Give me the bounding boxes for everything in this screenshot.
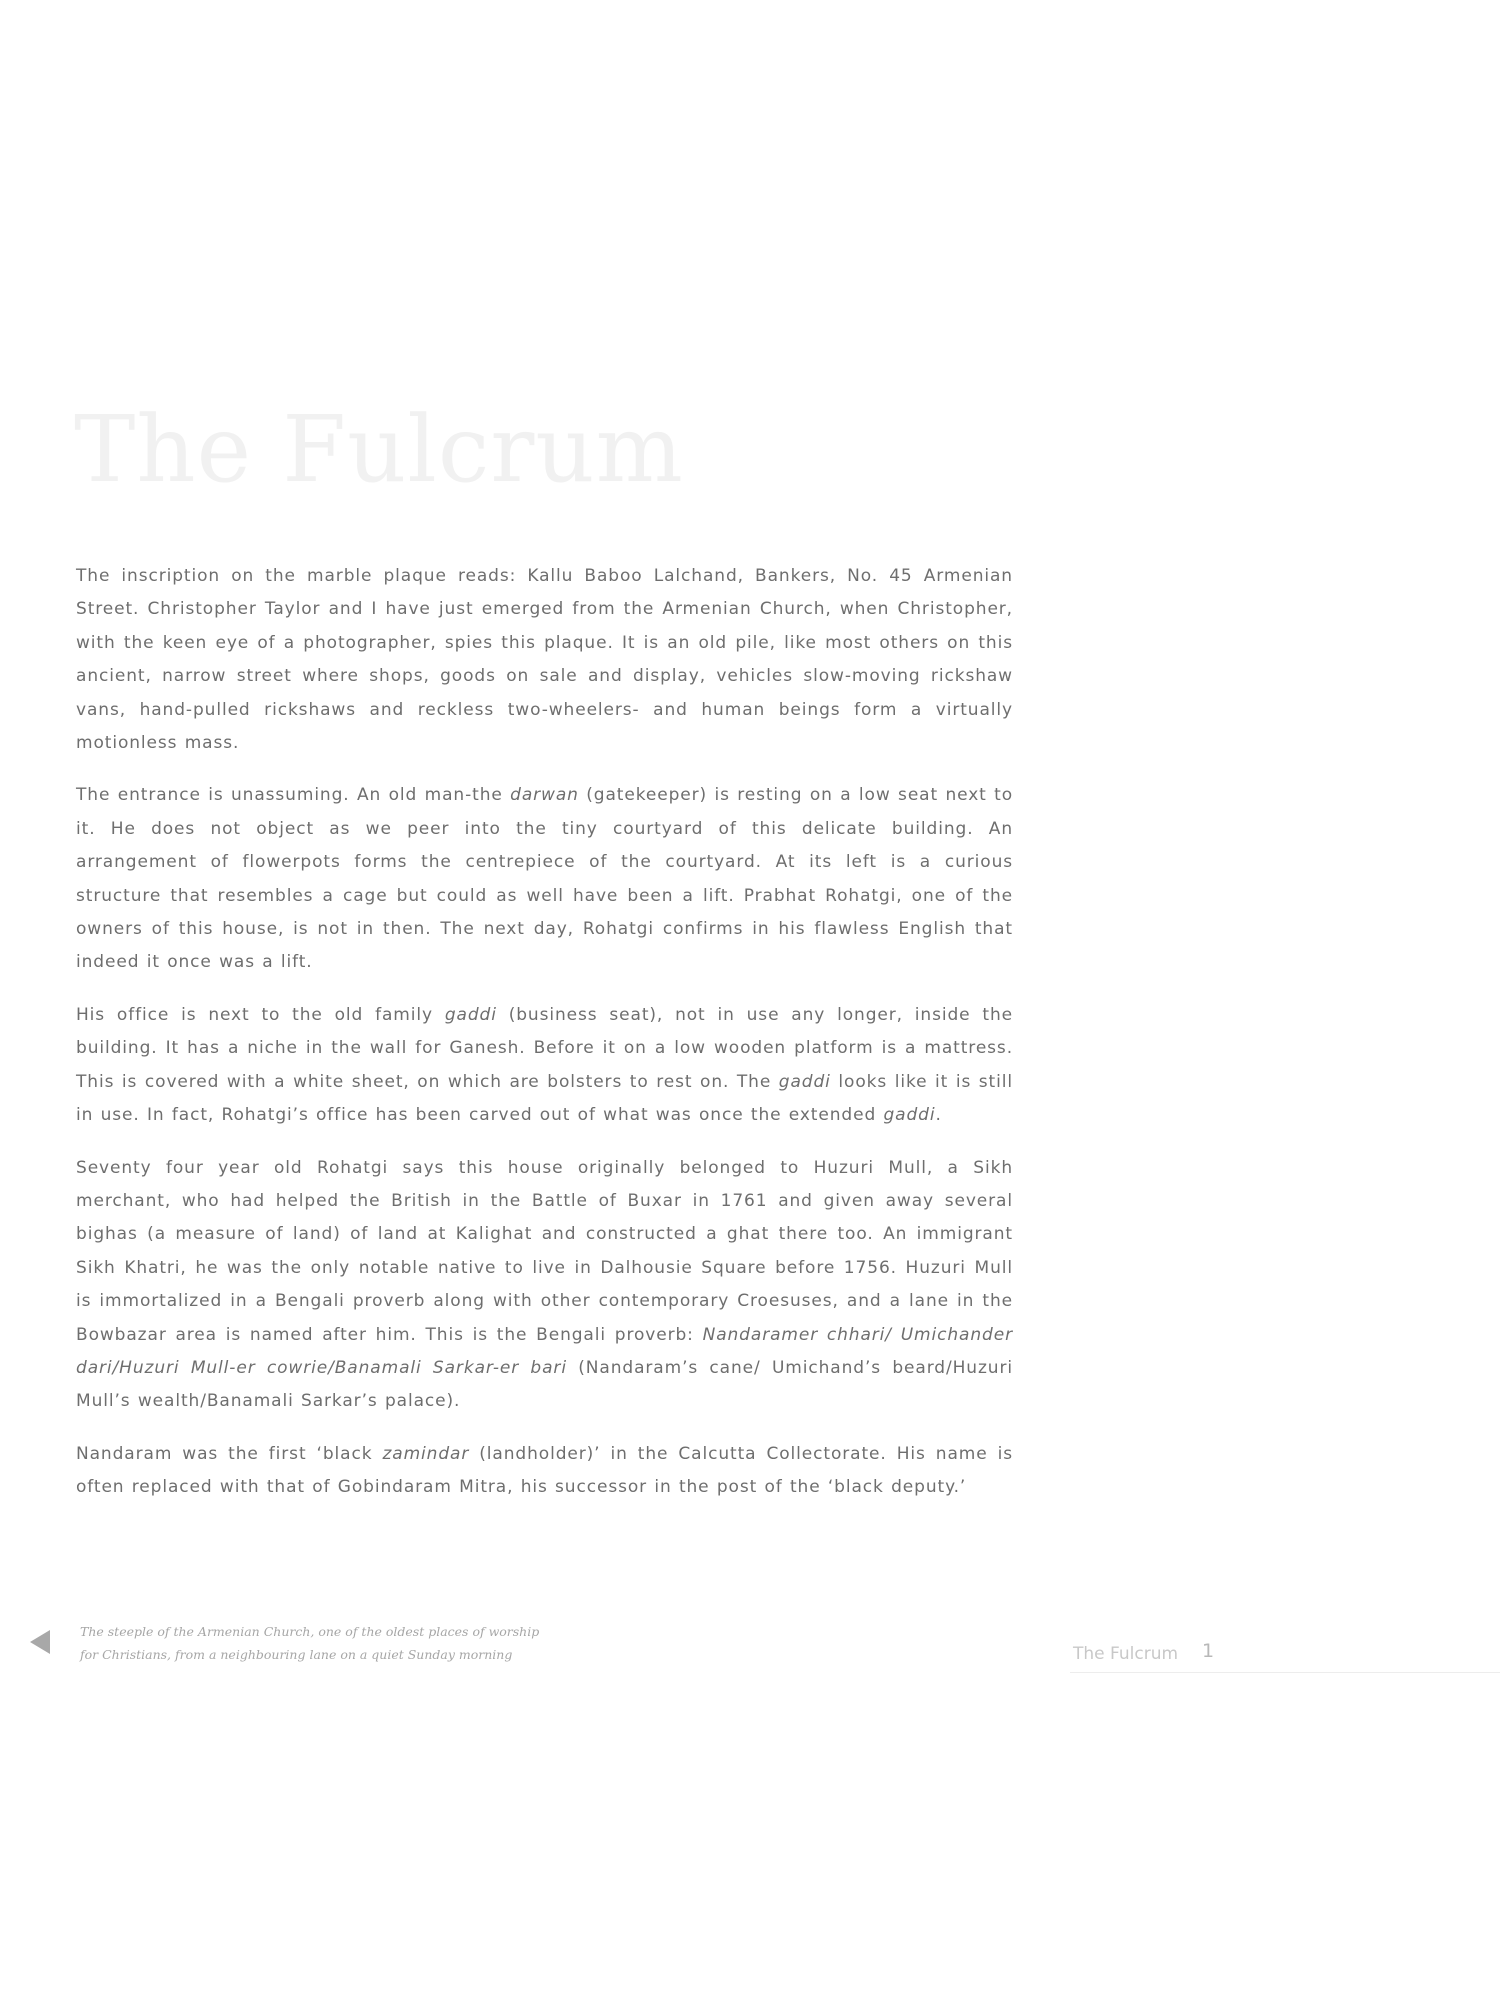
text-run: (gatekeeper) is resting on a low seat next to it. He does not object as we peer into the tiny courtyard of this delicate building. An arrangement of flowerpots forms the centrepiece of the courtyard. At its left is a curious structure that resembles a cage but could as well have been a lift. Prabhat Rohatgi, one of the owners of this house, is not in then. The next day, Rohatgi confirms in his flawless English that indeed it once was a lift. (76, 785, 1013, 973)
footer-rule (1070, 1672, 1500, 1673)
italic-term: Nandaramer chhari/ Umichander dari/Huzuri Mull-er cowrie/Banamali Sarkar-er bari (76, 1324, 1013, 1378)
text-run: The inscription on the marble plaque reads: Kallu Baboo Lalchand, Bankers, No. 45 Armenian Street. Christopher Taylor and I have just emerged from the Armenian Church, when Christopher, with the keen eye of a photographer, spies this plaque. It is an old pile, like most others on this ancient, narrow street where shops, goods on sale and display, vehicles slow-moving rickshaw vans, hand-pulled rickshaws and reckless two-wheelers- and human beings form a virtually motionless mass. (76, 566, 1013, 754)
paragraph-2 (76, 779, 1013, 979)
paragraph-5 (76, 1438, 1013, 1505)
italic-term: gaddi (883, 1105, 936, 1126)
page-footer (0, 1616, 1500, 1676)
text-run: The entrance is unassuming. An old man-the (76, 785, 511, 806)
text-run: (Nandaram’s cane/ Umichand’s beard/Huzuri Mull’s wealth/Banamali Sarkar’s palace). (76, 1357, 1013, 1412)
text-run: Nandaram was the first ‘black (76, 1443, 383, 1464)
page-title: The Fulcrum (74, 396, 684, 503)
caption-line-1: The steeple of the Armenian Church, one of the oldest places of worship (80, 1624, 540, 1639)
text-run: Seventy four year old Rohatgi says this house originally belonged to Huzuri Mull, a Sikh merchant, who had helped the British in the Battle of Buxar in 1761 and given away several bighas (a measure of land) of land at Kalighat and constructed a ghat there too. An immigrant Sikh Khatri, he was the only notable native to live in Dalhousie Square before 1756. Huzuri Mull is immortalized in a Bengali proverb along with other contemporary Croesuses, and a lane in the Bowbazar area is named after him. This is the Bengali proverb: (76, 1157, 1013, 1345)
paragraph-1 (76, 560, 1013, 760)
text-run: . (935, 1105, 942, 1126)
italic-term: darwan (510, 785, 579, 806)
paragraph-3 (76, 999, 1013, 1133)
italic-term: gaddi (444, 1004, 497, 1025)
body-text (76, 560, 1013, 1524)
text-run: looks like it is still in use. In fact, Rohatgi’s office has been carved out of what was once the extended (76, 1071, 1013, 1126)
triangle-left-icon[interactable] (30, 1630, 50, 1654)
paragraph-4 (76, 1152, 1013, 1419)
italic-term: zamindar (382, 1443, 470, 1464)
running-head: The Fulcrum (1073, 1644, 1179, 1664)
photo-caption (80, 1620, 600, 1666)
italic-term: gaddi (778, 1071, 831, 1092)
caption-line-2: for Christians, from a neighbouring lane on a quiet Sunday morning (80, 1647, 513, 1662)
text-run: (landholder)’ in the Calcutta Collectorate. His name is often replaced with that of Gobindaram Mitra, his successor in the post of the ‘black deputy.’ (76, 1443, 1013, 1498)
text-run: His office is next to the old family (76, 1004, 445, 1025)
page-number: 1 (1202, 1640, 1215, 1662)
text-run: (business seat), not in use any longer, inside the building. It has a niche in the wall for Ganesh. Before it on a low wooden platform is a mattress. This is covered with a white sheet, on which are bolsters to rest on. The (76, 1004, 1013, 1092)
